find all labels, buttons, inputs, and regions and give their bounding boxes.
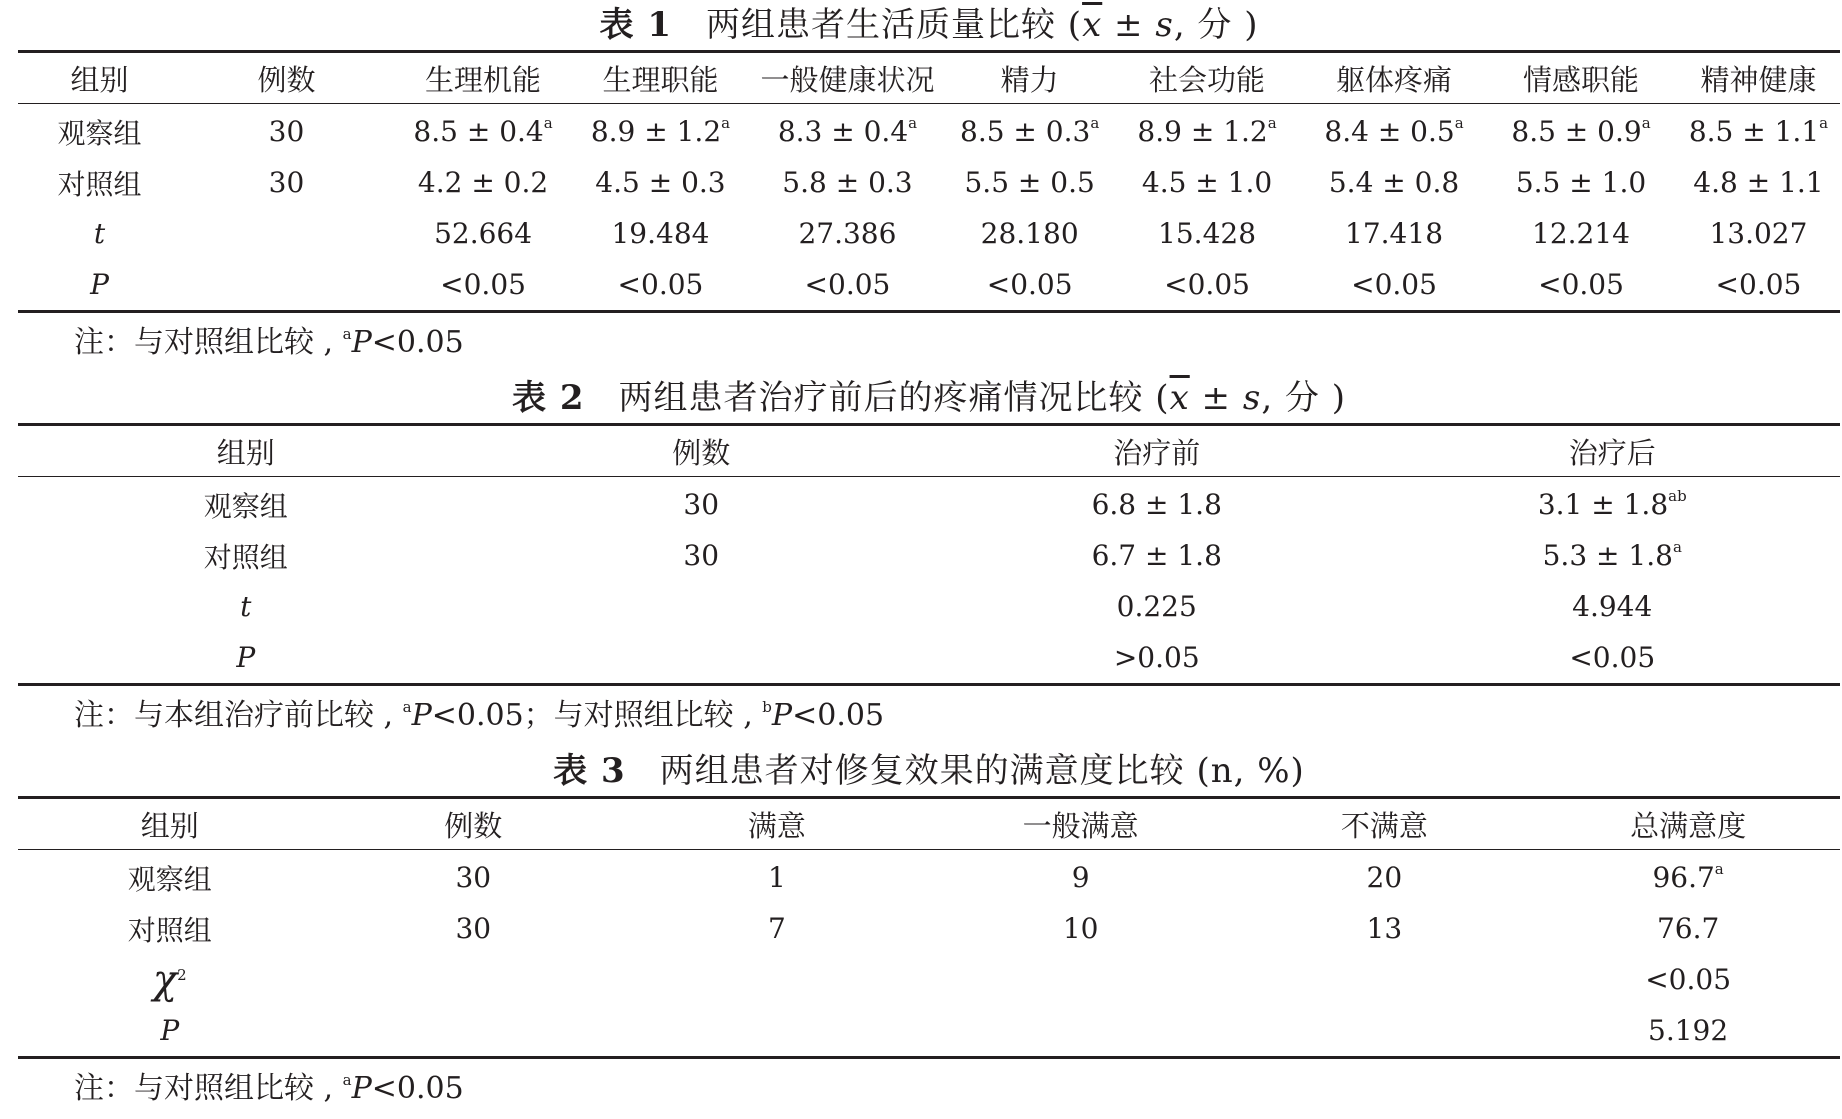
note-text: <0.05	[792, 698, 885, 733]
table-row	[18, 954, 1840, 1005]
note-text: 注：与对照组比较 ,	[74, 325, 343, 360]
table-row	[18, 850, 1840, 904]
sd-symbol: s	[1155, 5, 1174, 45]
header-row	[18, 798, 1840, 850]
table-cell	[392, 104, 574, 158]
cell-value: 8.5 ± 1.1	[1688, 115, 1820, 148]
table-row	[18, 632, 1840, 685]
table-3-section	[18, 746, 1840, 1119]
stat-symbol: P	[90, 268, 109, 301]
table-2-label: 表 2	[511, 378, 585, 418]
table-3-caption	[18, 746, 1840, 796]
superscript-mark: a	[908, 114, 918, 132]
superscript-mark: a	[543, 114, 553, 132]
note-text: <0.05	[371, 325, 464, 360]
cell-value: 5.5 ± 0.5	[964, 166, 1095, 199]
table-cell	[181, 259, 392, 312]
table-cell	[18, 632, 474, 685]
cell-value: 对照组	[127, 913, 212, 947]
sd-symbol: s	[1242, 378, 1262, 418]
column-header: 情感职能	[1485, 52, 1677, 104]
table-cell	[929, 581, 1385, 632]
table-cell	[1385, 632, 1841, 685]
cell-value: 9	[1071, 861, 1090, 894]
table-cell	[18, 477, 474, 531]
column-header: 一般满意	[929, 798, 1233, 850]
cell-value: 52.664	[434, 217, 533, 250]
cell-value: 8.3 ± 0.4	[777, 115, 909, 148]
table-cell	[747, 259, 948, 312]
table-cell	[625, 903, 929, 954]
column-header: 社会功能	[1111, 52, 1303, 104]
table-cell	[1485, 259, 1677, 312]
cell-value: 19.484	[611, 217, 710, 250]
superscript-mark: a	[1454, 114, 1464, 132]
cell-value: >0.05	[1113, 641, 1200, 674]
cell-value: 28.180	[980, 217, 1079, 250]
cell-value: 30	[268, 166, 305, 199]
table-cell	[1677, 259, 1840, 312]
table-cell	[1233, 903, 1537, 954]
stat-symbol: t	[240, 590, 252, 623]
table-cell	[929, 477, 1385, 531]
table-2-section	[18, 373, 1840, 746]
superscript-mark: ab	[1668, 487, 1687, 505]
table-cell	[18, 903, 322, 954]
note-mark: a	[402, 698, 412, 716]
cell-value: 对照组	[57, 167, 142, 201]
table-cell	[1111, 208, 1303, 259]
table-cell	[18, 1005, 322, 1058]
table-cell	[474, 632, 930, 685]
table-cell	[747, 157, 948, 208]
note-text: 注：与对照组比较 ,	[74, 1071, 343, 1106]
table-cell	[1677, 208, 1840, 259]
superscript-mark: 2	[177, 965, 187, 984]
document-page	[18, 0, 1840, 1119]
column-header: 生理职能	[574, 52, 747, 104]
pm-symbol: ±	[1102, 5, 1156, 45]
table-3	[18, 796, 1840, 1059]
superscript-mark: a	[1090, 114, 1100, 132]
cell-value: <0.05	[1164, 268, 1250, 301]
column-header: 一般健康状况	[747, 52, 948, 104]
table-3-label: 表 3	[553, 751, 626, 791]
table-cell	[1111, 157, 1303, 208]
cell-value: 96.7	[1652, 861, 1715, 894]
cell-value: 6.7 ± 1.8	[1091, 539, 1222, 572]
column-header: 总满意度	[1536, 798, 1840, 850]
table-cell	[392, 208, 574, 259]
column-header: 躯体疼痛	[1303, 52, 1485, 104]
cell-value: 8.9 ± 1.2	[590, 115, 722, 148]
table-cell	[929, 903, 1233, 954]
cell-value: 5.8 ± 0.3	[782, 166, 913, 199]
table-cell	[1485, 208, 1677, 259]
cell-value: 30	[455, 861, 492, 894]
superscript-mark: a	[1819, 114, 1829, 132]
mean-symbol: $\overline{x}$	[1082, 5, 1103, 45]
header-row	[18, 52, 1840, 104]
table-3-note	[18, 1059, 1840, 1119]
cell-value: 4.2 ± 0.2	[417, 166, 549, 199]
table-cell	[929, 1005, 1233, 1058]
table-cell	[1536, 850, 1840, 904]
table-cell	[474, 530, 930, 581]
cell-value: 4.944	[1572, 590, 1653, 623]
cell-value: 12.214	[1532, 217, 1630, 250]
table-1-title: 两组患者生活质量比较 (	[705, 5, 1083, 45]
cell-value: 对照组	[203, 540, 288, 574]
cell-value: <0.05	[1569, 641, 1656, 674]
table-cell	[18, 157, 181, 208]
cell-value: 6.8 ± 1.8	[1091, 488, 1222, 521]
table-cell	[574, 104, 747, 158]
cell-value: <0.05	[1715, 268, 1802, 301]
table-cell	[625, 954, 929, 1005]
table-cell	[18, 208, 181, 259]
table-cell	[948, 157, 1111, 208]
cell-value: <0.05	[440, 268, 526, 301]
stat-symbol: P	[160, 1014, 180, 1047]
cell-value: 8.9 ± 1.2	[1137, 115, 1268, 148]
table-cell	[625, 850, 929, 904]
note-text: P	[351, 325, 372, 360]
column-header: 例数	[322, 798, 626, 850]
table-2-title: 两组患者治疗前后的疼痛情况比较 (	[618, 378, 1170, 418]
table-1-section	[18, 0, 1840, 373]
table-row	[18, 477, 1840, 531]
note-text: 注：与本组治疗前比较 ,	[74, 698, 403, 733]
table-cell	[1677, 104, 1840, 158]
table-cell	[1303, 157, 1485, 208]
column-header: 满意	[625, 798, 929, 850]
table-cell	[1233, 954, 1537, 1005]
cell-value: 5.4 ± 0.8	[1328, 166, 1460, 199]
note-mark: a	[342, 325, 352, 343]
table-cell	[392, 259, 574, 312]
cell-value: 30	[268, 115, 305, 148]
column-header: 组别	[18, 52, 181, 104]
table-cell	[747, 104, 948, 158]
cell-value: 13.027	[1709, 217, 1808, 250]
table-cell	[948, 259, 1111, 312]
table-row	[18, 581, 1840, 632]
table-cell	[574, 259, 747, 312]
table-cell	[322, 850, 626, 904]
cell-value: 观察组	[203, 489, 288, 523]
table-2-caption	[18, 373, 1840, 423]
table-cell	[18, 954, 322, 1005]
table-cell	[1485, 157, 1677, 208]
cell-value: 30	[683, 488, 720, 521]
cell-value: 10	[1062, 912, 1099, 945]
note-text: P	[411, 698, 432, 733]
table-cell	[1111, 259, 1303, 312]
table-cell	[1303, 104, 1485, 158]
cell-value: 20	[1366, 861, 1403, 894]
column-header: 组别	[18, 798, 322, 850]
cell-value: 3.1 ± 1.8	[1537, 488, 1669, 521]
table-cell	[18, 530, 474, 581]
note-text: <0.05；与对照组比较 ,	[431, 698, 763, 733]
cell-value: 5.192	[1648, 1014, 1729, 1047]
table-cell	[322, 954, 626, 1005]
table-cell	[474, 477, 930, 531]
stat-symbol: P	[236, 641, 256, 674]
table-1-note	[18, 313, 1840, 373]
cell-value: 15.428	[1158, 217, 1257, 250]
table-row	[18, 1005, 1840, 1058]
title-tail: , 分 )	[1173, 5, 1259, 45]
table-3-title: 两组患者对修复效果的满意度比较 (n, %)	[659, 751, 1305, 791]
table-cell	[322, 1005, 626, 1058]
table-cell	[574, 208, 747, 259]
superscript-mark: a	[1714, 860, 1724, 878]
table-2	[18, 423, 1840, 686]
note-mark: b	[762, 698, 772, 716]
table-row	[18, 208, 1840, 259]
column-header: 不满意	[1233, 798, 1537, 850]
cell-value: <0.05	[617, 268, 704, 301]
table-cell	[18, 104, 181, 158]
header-row	[18, 425, 1840, 477]
cell-value: 7	[768, 912, 786, 945]
table-1-label: 表 1	[599, 5, 672, 45]
column-header: 精神健康	[1677, 52, 1840, 104]
superscript-mark: a	[1267, 114, 1277, 132]
table-cell	[929, 632, 1385, 685]
table-cell	[1385, 581, 1841, 632]
note-text: <0.05	[371, 1071, 464, 1106]
cell-value: 8.5 ± 0.4	[413, 115, 544, 148]
table-row	[18, 104, 1840, 158]
table-cell	[948, 208, 1111, 259]
table-cell	[1303, 259, 1485, 312]
table-cell	[929, 850, 1233, 904]
table-cell	[1111, 104, 1303, 158]
table-cell	[1485, 104, 1677, 158]
cell-value: 8.4 ± 0.5	[1324, 115, 1455, 148]
table-cell	[392, 157, 574, 208]
cell-value: 76.7	[1656, 912, 1720, 945]
cell-value: 30	[455, 912, 492, 945]
cell-value: 27.386	[798, 217, 897, 250]
table-1-caption	[18, 0, 1840, 50]
cell-value: 13	[1366, 912, 1403, 945]
table-cell	[1385, 530, 1841, 581]
cell-value: <0.05	[1538, 268, 1624, 301]
cell-value: 0.225	[1116, 590, 1197, 623]
table-cell	[1536, 954, 1840, 1005]
cell-value: 5.5 ± 1.0	[1515, 166, 1647, 199]
cell-value: 8.5 ± 0.3	[960, 115, 1091, 148]
table-cell	[625, 1005, 929, 1058]
cell-value: 8.5 ± 0.9	[1511, 115, 1642, 148]
table-cell	[1536, 903, 1840, 954]
table-cell	[1303, 208, 1485, 259]
table-cell	[18, 259, 181, 312]
superscript-mark: a	[1672, 538, 1682, 556]
table-row	[18, 157, 1840, 208]
cell-value: 5.3 ± 1.8	[1542, 539, 1673, 572]
cell-value: 观察组	[57, 116, 142, 150]
cell-value: 观察组	[127, 862, 212, 896]
cell-value: <0.05	[986, 268, 1073, 301]
mean-symbol: $\overline{x}$	[1169, 378, 1190, 418]
table-cell	[1233, 850, 1537, 904]
column-header: 治疗后	[1385, 425, 1841, 477]
cell-value: <0.05	[1645, 963, 1732, 996]
table-2-note	[18, 686, 1840, 746]
table-cell	[18, 581, 474, 632]
table-row	[18, 259, 1840, 312]
superscript-mark: a	[721, 114, 731, 132]
cell-value: 4.5 ± 0.3	[595, 166, 726, 199]
stat-symbol: t	[93, 217, 106, 250]
cell-value: 17.418	[1345, 217, 1444, 250]
table-cell	[322, 903, 626, 954]
table-cell	[181, 208, 392, 259]
column-header: 治疗前	[929, 425, 1385, 477]
superscript-mark: a	[1641, 114, 1651, 132]
table-cell	[1233, 1005, 1537, 1058]
table-cell	[929, 954, 1233, 1005]
cell-value: <0.05	[1351, 268, 1437, 301]
table-cell	[181, 104, 392, 158]
note-text: P	[771, 698, 793, 733]
table-1	[18, 50, 1840, 313]
column-header: 生理机能	[392, 52, 574, 104]
table-cell	[747, 208, 948, 259]
table-row	[18, 530, 1840, 581]
cell-value: 30	[683, 539, 720, 572]
table-cell	[18, 850, 322, 904]
table-row	[18, 903, 1840, 954]
note-text: P	[351, 1071, 372, 1106]
cell-value: 1	[768, 861, 786, 894]
column-header: 例数	[181, 52, 392, 104]
column-header: 组别	[18, 425, 474, 477]
column-header: 精力	[948, 52, 1111, 104]
note-mark: a	[342, 1071, 352, 1089]
table-cell	[574, 157, 747, 208]
pm-symbol: ±	[1189, 378, 1243, 418]
cell-value: <0.05	[804, 268, 891, 301]
cell-value: 4.8 ± 1.1	[1693, 166, 1824, 199]
stat-symbol: χ	[152, 956, 178, 1003]
table-cell	[1385, 477, 1841, 531]
column-header: 例数	[474, 425, 930, 477]
table-cell	[181, 157, 392, 208]
cell-value: 4.5 ± 1.0	[1141, 166, 1273, 199]
title-tail: , 分 )	[1261, 378, 1346, 418]
table-cell	[1677, 157, 1840, 208]
table-cell	[929, 530, 1385, 581]
table-cell	[1536, 1005, 1840, 1058]
table-cell	[948, 104, 1111, 158]
table-cell	[474, 581, 930, 632]
